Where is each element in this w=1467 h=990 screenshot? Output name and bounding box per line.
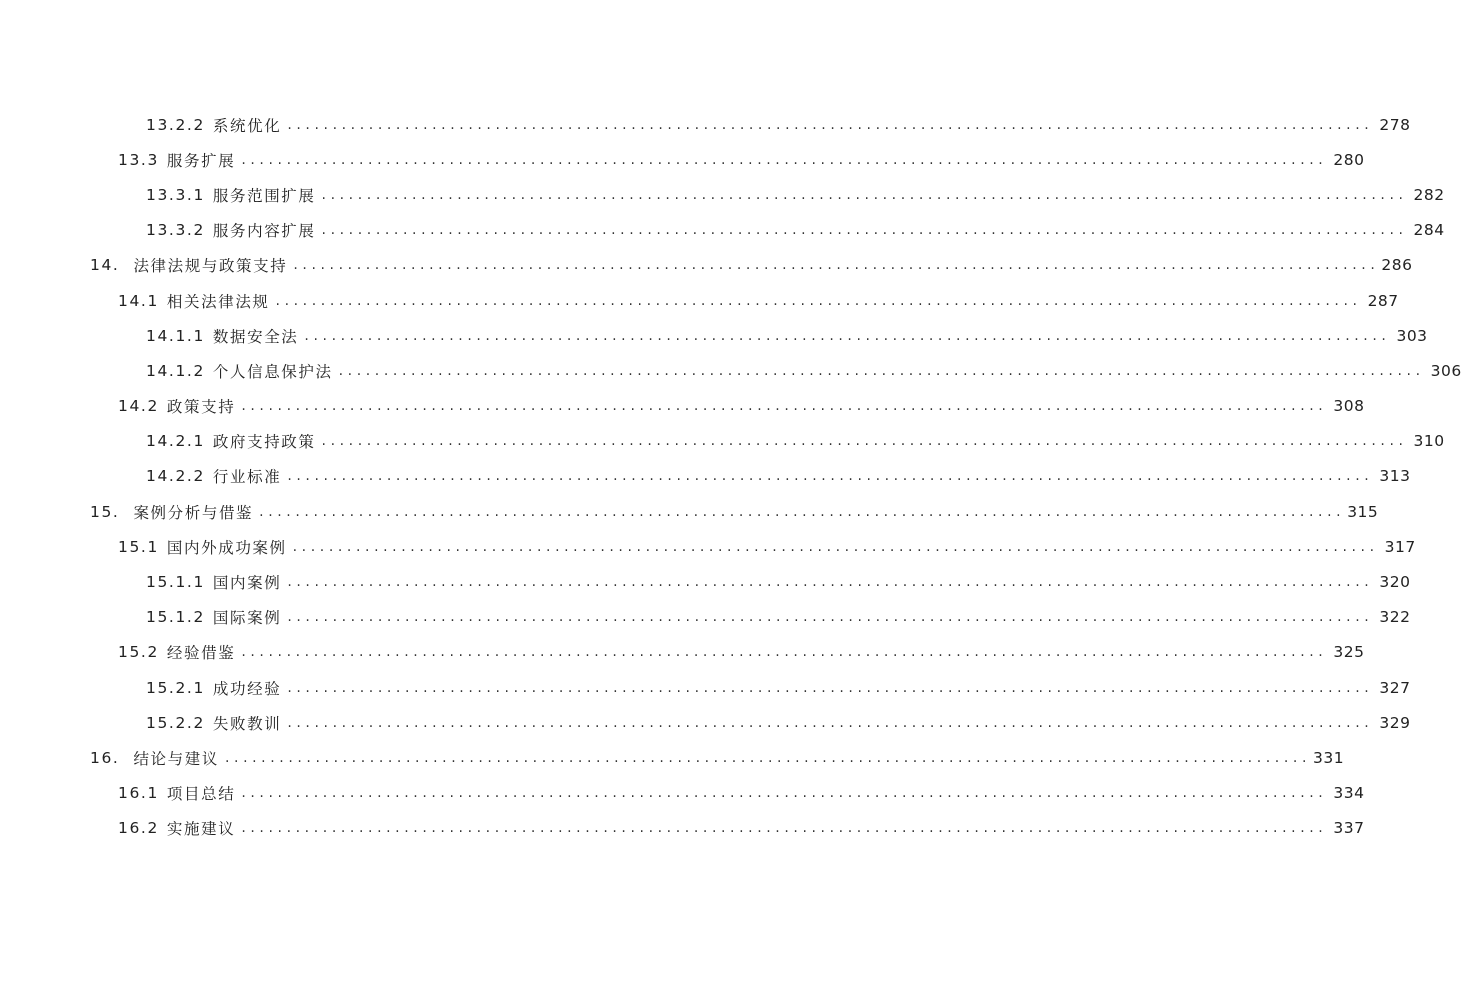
toc-dot-leader: ........................................................................................................................ (241, 398, 1328, 415)
toc-entry-page-number: 322 (1379, 608, 1411, 627)
toc-entry[interactable] (0, 494, 1379, 529)
toc-entry-label (118, 641, 235, 663)
toc-entry-number: 16.2 (118, 819, 159, 838)
toc-entry-number: 15.2.2 (146, 713, 205, 732)
toc-dot-leader: ........................................................................................................................ (293, 257, 1380, 274)
toc-dot-leader: ........................................................................................................................ (321, 222, 1408, 239)
toc-entry-page-number: 278 (1379, 115, 1411, 134)
toc-entry-title: 成功经验 (212, 679, 282, 698)
toc-entry[interactable] (0, 776, 1365, 811)
toc-entry-page-number: 280 (1333, 150, 1365, 169)
toc-dot-leader: ........................................................................................................................ (292, 538, 1379, 555)
toc-entry-title: 实施建议 (166, 820, 236, 839)
toc-entry-page-number: 282 (1413, 185, 1445, 204)
toc-entry-title: 项目总结 (166, 785, 236, 804)
toc-entry[interactable] (0, 353, 1462, 388)
toc-entry-number: 14. (90, 256, 120, 275)
toc-entry-page-number: 287 (1367, 291, 1399, 310)
toc-entry-number: 14.1.1 (146, 326, 205, 345)
toc-entry-label (118, 536, 287, 558)
table-of-contents (0, 107, 1462, 846)
toc-dot-leader: ........................................................................................................................ (321, 186, 1408, 203)
toc-entry-page-number: 310 (1413, 432, 1445, 451)
toc-entry-title: 行业标准 (212, 468, 282, 487)
toc-entry-number: 15.1.2 (146, 608, 205, 627)
toc-entry[interactable] (0, 213, 1445, 248)
toc-entry-label (90, 747, 219, 769)
toc-entry-label (146, 571, 281, 593)
toc-dot-leader: ........................................................................................................................ (224, 749, 1311, 766)
toc-dot-leader: ........................................................................................................................ (287, 679, 1374, 696)
toc-entry-number: 14.1.2 (146, 361, 205, 380)
toc-dot-leader: ........................................................................................................................ (241, 644, 1328, 661)
toc-entry[interactable] (0, 740, 1345, 775)
toc-entry-page-number: 334 (1333, 784, 1365, 803)
toc-entry-title: 个人信息保护法 (212, 362, 333, 381)
toc-entry-label (146, 114, 281, 136)
toc-entry[interactable] (0, 564, 1411, 599)
toc-entry-label (146, 712, 281, 734)
toc-entry-label (146, 184, 316, 206)
toc-entry-page-number: 317 (1384, 537, 1416, 556)
toc-dot-leader: ........................................................................................................................ (338, 362, 1425, 379)
toc-dot-leader: ........................................................................................................................ (321, 433, 1408, 450)
toc-entry[interactable] (0, 424, 1445, 459)
toc-entry-page-number: 320 (1379, 573, 1411, 592)
toc-entry-title: 失败教训 (212, 714, 282, 733)
toc-entry-title: 经验借鉴 (166, 644, 236, 663)
toc-entry[interactable] (0, 107, 1411, 142)
toc-entry-label (118, 149, 235, 171)
toc-entry-page-number: 329 (1379, 713, 1411, 732)
toc-entry-number: 14.2.2 (146, 467, 205, 486)
toc-dot-leader: ........................................................................................................................ (287, 714, 1374, 731)
toc-entry-label (90, 254, 287, 276)
toc-entry-page-number: 284 (1413, 221, 1445, 240)
toc-entry[interactable] (0, 459, 1411, 494)
toc-entry-number: 15. (90, 502, 120, 521)
toc-entry-title: 国内案例 (212, 574, 282, 593)
toc-entry-title: 法律法规与政策支持 (133, 257, 288, 276)
toc-entry[interactable] (0, 600, 1411, 635)
toc-entry[interactable] (0, 389, 1365, 424)
toc-entry-label (146, 360, 333, 382)
toc-dot-leader: ........................................................................................................................ (275, 292, 1362, 309)
toc-entry-label (118, 782, 235, 804)
toc-entry-number: 13.3.1 (146, 185, 205, 204)
toc-entry-number: 13.2.2 (146, 115, 205, 134)
toc-entry-title: 政策支持 (166, 398, 236, 417)
toc-entry-number: 14.2 (118, 397, 159, 416)
toc-dot-leader: ........................................................................................................................ (287, 609, 1374, 626)
toc-entry-label (118, 290, 270, 312)
toc-entry-title: 服务内容扩展 (212, 222, 316, 241)
toc-entry-number: 15.1.1 (146, 573, 205, 592)
toc-entry-number: 15.2.1 (146, 678, 205, 697)
toc-entry-number: 13.3 (118, 150, 159, 169)
toc-entry-page-number: 337 (1333, 819, 1365, 838)
toc-entry-page-number: 308 (1333, 397, 1365, 416)
toc-entry[interactable] (0, 318, 1428, 353)
toc-dot-leader: ........................................................................................................................ (259, 503, 1346, 520)
toc-entry-title: 相关法律法规 (166, 292, 270, 311)
toc-entry-label (90, 501, 253, 523)
toc-entry-title: 服务扩展 (166, 151, 236, 170)
toc-entry-label (146, 465, 281, 487)
toc-dot-leader: ........................................................................................................................ (241, 820, 1328, 837)
toc-entry-title: 服务范围扩展 (212, 186, 316, 205)
toc-entry-number: 14.2.1 (146, 432, 205, 451)
toc-entry[interactable] (0, 283, 1399, 318)
toc-entry-number: 16.1 (118, 784, 159, 803)
toc-entry-page-number: 331 (1313, 748, 1345, 767)
toc-entry-page-number: 315 (1347, 502, 1379, 521)
toc-entry-page-number: 327 (1379, 678, 1411, 697)
toc-entry-label (146, 325, 298, 347)
toc-entry-page-number: 306 (1430, 361, 1462, 380)
toc-entry[interactable] (0, 177, 1445, 212)
toc-entry[interactable] (0, 811, 1365, 846)
toc-entry-title: 系统优化 (212, 116, 282, 135)
toc-entry-page-number: 313 (1379, 467, 1411, 486)
toc-entry-title: 数据安全法 (212, 327, 299, 346)
toc-entry-title: 结论与建议 (133, 749, 219, 768)
toc-entry-label (146, 219, 316, 241)
toc-entry[interactable] (0, 705, 1411, 740)
toc-entry-title: 案例分析与借鉴 (133, 503, 254, 522)
toc-entry-title: 国际案例 (212, 609, 282, 628)
toc-entry[interactable] (0, 248, 1413, 283)
toc-entry-label (118, 817, 235, 839)
toc-entry-label (146, 677, 281, 699)
toc-entry-number: 15.2 (118, 643, 159, 662)
toc-entry-title: 政府支持政策 (212, 433, 316, 452)
toc-dot-leader: ........................................................................................................................ (304, 327, 1391, 344)
toc-entry[interactable] (0, 529, 1416, 564)
toc-dot-leader: ........................................................................................................................ (287, 468, 1374, 485)
toc-entry-number: 15.1 (118, 537, 159, 556)
toc-entry-number: 16. (90, 748, 120, 767)
toc-entry-number: 14.1 (118, 291, 159, 310)
toc-entry[interactable] (0, 635, 1365, 670)
toc-entry-number: 13.3.2 (146, 221, 205, 240)
toc-entry-page-number: 325 (1333, 643, 1365, 662)
toc-entry-page-number: 303 (1396, 326, 1428, 345)
toc-entry-label (146, 606, 281, 628)
toc-entry-page-number: 286 (1381, 256, 1413, 275)
toc-entry-label (118, 395, 235, 417)
toc-entry-label (146, 430, 316, 452)
toc-entry[interactable] (0, 142, 1365, 177)
toc-dot-leader: ........................................................................................................................ (287, 574, 1374, 591)
toc-dot-leader: ........................................................................................................................ (241, 785, 1328, 802)
toc-entry[interactable] (0, 670, 1411, 705)
toc-dot-leader: ........................................................................................................................ (287, 116, 1374, 133)
toc-entry-title: 国内外成功案例 (166, 538, 287, 557)
toc-dot-leader: ........................................................................................................................ (241, 151, 1328, 168)
